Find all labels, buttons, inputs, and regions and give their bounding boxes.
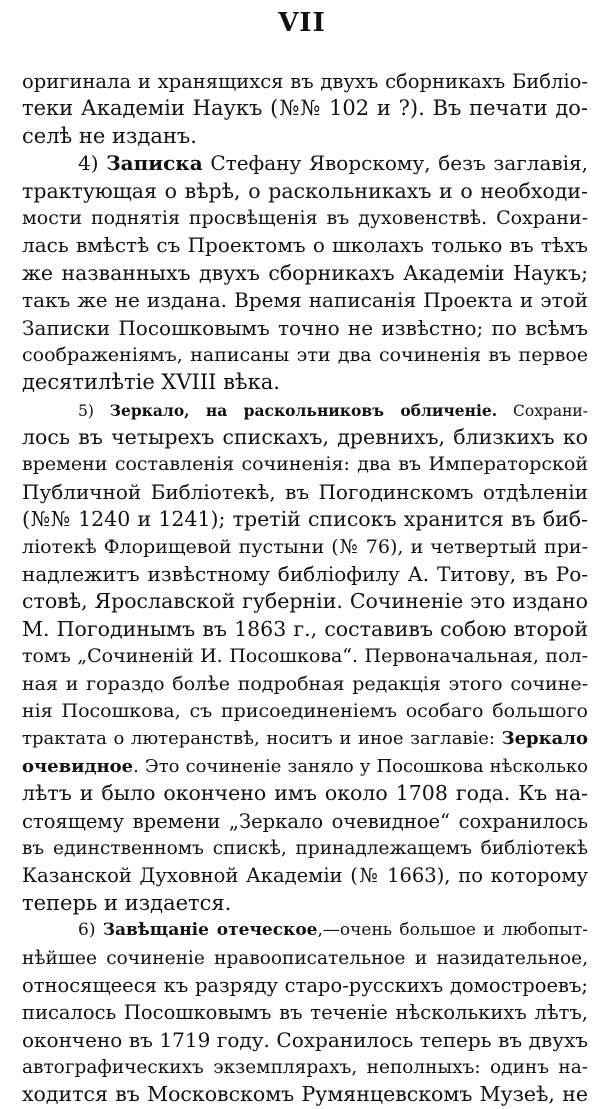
text-span: томъ „Сочиненій И. Посошкова“. Первоначальная, пол- (22, 645, 588, 668)
text-span: лѣтъ и было окончено имъ около 1708 года. Къ на- (22, 781, 588, 806)
text-line (22, 698, 588, 725)
text-span: соображеніямъ, написаны эти два сочиненія въ первое (22, 343, 588, 366)
text-line (22, 616, 588, 643)
text-span: Публичной Библіотекѣ, въ Погодинскомъ отдѣленіи (22, 479, 588, 504)
bold-title-span: очевидное (22, 755, 134, 777)
text-line (22, 369, 588, 396)
text-line (22, 178, 588, 205)
text-line (22, 561, 588, 588)
text-line (22, 1027, 588, 1054)
text-line (22, 808, 588, 835)
text-line (22, 315, 588, 342)
text-span: мости поднятія просвѣщенія въ духовенствѣ. Сохрани- (22, 206, 588, 229)
text-span: . Это сочиненіе заняло у Посошкова нѣсколько (133, 755, 588, 777)
text-line (22, 835, 588, 862)
text-span: стоящему времени „Зеркало очевидное“ сохранилось (22, 809, 588, 833)
text-line (22, 205, 588, 232)
body-text (22, 68, 588, 1109)
text-span: теперь и издается. (22, 890, 232, 915)
text-span: Сохрани- (497, 401, 588, 420)
text-span: Казанской Духовной Академіи (№ 1663), по которому (22, 864, 588, 888)
text-line (22, 451, 588, 478)
text-span: 6) (78, 920, 103, 941)
text-span: (№№ 1240 и 1241); третій списокъ хранится въ биб- (22, 507, 588, 532)
text-span: оригинала и хранящихся въ двухъ сборникахъ Библіо- (22, 70, 588, 93)
text-span: трактующая о вѣрѣ, о раскольникахъ и о необходи- (22, 178, 588, 203)
bold-title-span: Завѣщаніе отеческое (102, 920, 318, 941)
text-span: М. Погодинымъ въ 1863 г., составивъ собою второй (22, 616, 588, 641)
page-number: VII (278, 8, 326, 38)
text-line (22, 479, 588, 506)
text-span: автографическихъ экземплярахъ, неполныхъ: одинъ на- (22, 1057, 588, 1079)
paragraph-first-line (22, 397, 588, 424)
text-span: нія Посошкова, съ присоединеніемъ особаго большого (22, 699, 588, 722)
text-line (22, 945, 588, 972)
text-line (22, 643, 588, 670)
text-span: стовѣ, Ярославской губерніи. Сочиненіе это издано (22, 589, 588, 614)
text-line (22, 123, 588, 150)
text-span: ходится въ Московскомъ Румянцевскомъ Музеѣ, не (22, 1082, 588, 1107)
text-line (22, 260, 588, 287)
text-line (22, 862, 588, 889)
text-span: селѣ не изданъ. (22, 123, 197, 148)
paragraph-first-line (22, 150, 588, 177)
bold-title-span: Зеркало, на раскольниковъ обличеніе. (109, 400, 498, 420)
text-span: нѣйшее сочиненіе нравоописательное и назидательное, (22, 947, 588, 969)
text-line (22, 1054, 588, 1081)
text-span: 5) (78, 401, 110, 420)
text-span: теки Академіи Наукъ (№№ 102 и ?). Въ печати до- (22, 96, 588, 121)
text-line (22, 232, 588, 259)
text-line (22, 725, 588, 752)
bold-title-span: Зеркало (501, 728, 588, 750)
text-line (22, 68, 588, 95)
text-span: же названныхъ двухъ сборникахъ Академіи Наукъ; (22, 260, 588, 285)
text-span: Записки Посошковымъ точно не извѣстно; по всѣмъ (22, 315, 588, 340)
text-line (22, 287, 588, 314)
text-span: такъ же не издана. Время написанія Проекта и этой (22, 288, 588, 313)
text-line (22, 999, 588, 1026)
text-span: относящееся къ разряду старо-русскихъ домостроевъ; (22, 973, 588, 997)
text-span: ная и гораздо болѣе подробная редакція этого сочине- (22, 672, 588, 695)
text-span: Стефану Яворскому, безъ заглавія, (202, 151, 588, 176)
text-line (22, 890, 588, 917)
text-line (22, 588, 588, 615)
text-span: 4) (78, 151, 107, 176)
text-span: лось въ четырехъ спискахъ, древнихъ, близкихъ ко (22, 425, 588, 450)
text-line (22, 342, 588, 369)
text-span: времени составленія сочиненія: два въ Императорской (22, 453, 588, 476)
text-line (22, 506, 588, 533)
text-line (22, 753, 588, 780)
text-span: лась вмѣстѣ съ Проектомъ о школахъ только въ тѣхъ (22, 233, 588, 258)
text-line (22, 534, 588, 561)
text-span: надлежитъ извѣстному библіофилу А. Титову, въ Ро- (22, 562, 588, 587)
text-span: писалось Посошковымъ въ теченіе нѣсколькихъ лѣтъ, (22, 1001, 588, 1025)
bold-title-span: Записка (106, 151, 203, 176)
text-span: десятилѣтіе XVIII вѣка. (22, 370, 280, 395)
paragraph-first-line (22, 917, 588, 944)
text-span: ,—очень большое и любопыт- (317, 920, 588, 941)
text-span: трактата о лютеранствѣ, носитъ и иное заглавіе: (22, 728, 502, 750)
text-line (22, 780, 588, 807)
text-line (22, 972, 588, 999)
text-span: окончено въ 1719 году. Сохранилось теперь въ двухъ (22, 1027, 588, 1052)
text-line (22, 1081, 588, 1108)
text-line (22, 95, 588, 122)
text-line (22, 671, 588, 698)
text-span: въ единственномъ спискѣ, принадлежащемъ библіотекѣ (22, 837, 588, 859)
text-span: ліотекѣ Флорищевой пустыни (№ 76), и четвертый при- (22, 535, 588, 558)
text-line (22, 424, 588, 451)
